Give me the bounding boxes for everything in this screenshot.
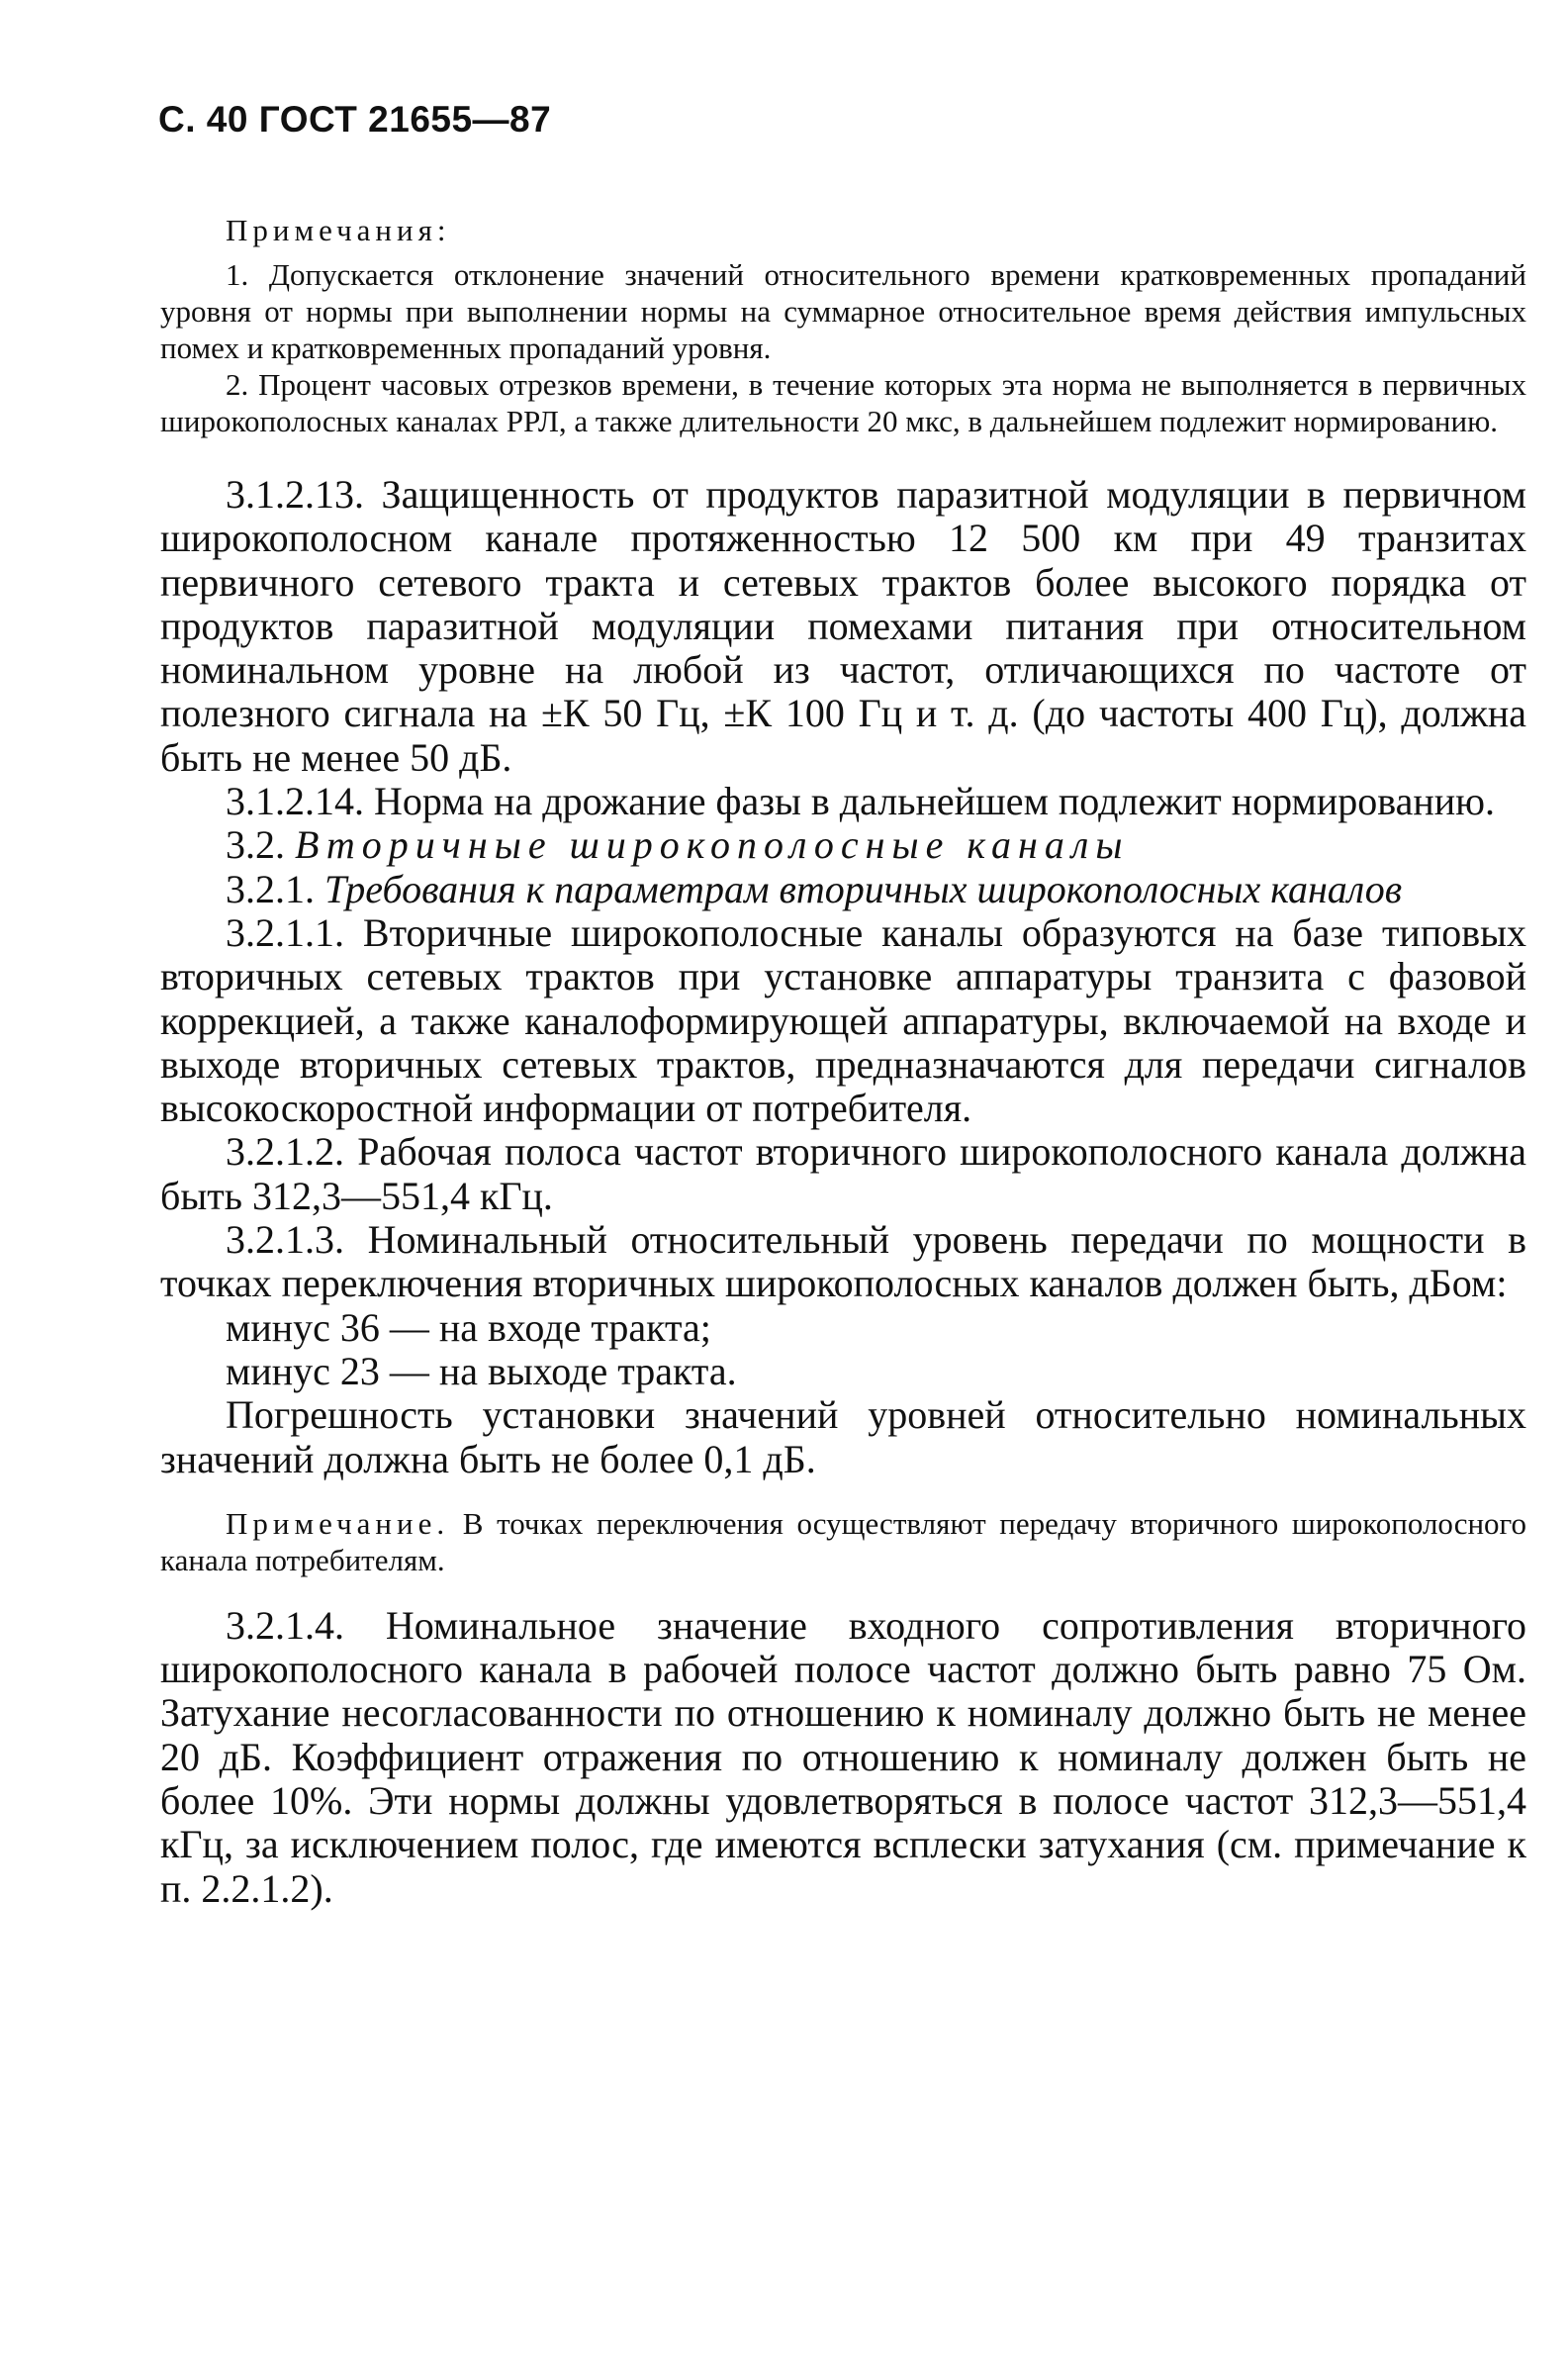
paragraph-3-2-1-1: 3.2.1.1. Вторичные широкополосные каналы образуются на базе типовых вторичных сетевых трактов при установке аппаратуры транзита с фазовой коррекцией, а также каналоформирующей аппаратуры, включаемой на входе и выходе вторичных сетевых трактов, предназначаются для передачи сигналов высокоскоростной информации от потребителя. xyxy=(160,909,1526,1131)
paragraph-3-1-2-13: 3.1.2.13. Защищенность от продуктов паразитной модуляции в первичном широкополосном канале протяженностью 12 500 км при 49 транзитах первичного сетевого тракта и сетевых трактов более высокого порядка от продуктов паразитной модуляции помехами питания при относительном номинальном уровне на любой из частот, отличающихся по частоте от полезного сигнала на ±К 50 Гц, ±К 100 Гц и т. д. (до частоты 400 Гц), должна быть не менее 50 дБ. xyxy=(160,472,1526,780)
note-item-1: 1. Допускается отклонение значений относительного времени кратковременных пропаданий уровня от нормы при выполнении нормы на суммарное относительное время действия импульсных помех и кратковременных пропаданий уровня. xyxy=(160,257,1526,365)
section-heading-3-2-1 xyxy=(160,868,1526,911)
paragraph-tolerance: Погрешность установки значений уровней относительно номинальных значений должна быть не более 0,1 дБ. xyxy=(160,1392,1526,1481)
small-note xyxy=(160,1505,1526,1578)
paragraph-3-2-1-4: 3.2.1.4. Номинальное значение входного сопротивления вторичного широкополосного канала в рабочей полосе частот должно быть равно 75 Ом. Затухание несогласованности по отношению к номиналу должно быть не менее 20 дБ. Коэффициент отражения по отношению к номиналу должен быть не более 10%. Эти нормы должны удовлетворяться в полосе частот 312,3—551,4 кГц, за исключением полос, где имеются всплески затухания (см. примечание к п. 2.2.1.2). xyxy=(160,1602,1526,1911)
small-note-label: Примечание. xyxy=(226,1505,450,1541)
document-body xyxy=(160,473,1526,1911)
small-note-text: В точках переключения осуществляют передачу вторичного широкополосного канала потребителям. xyxy=(160,1505,1526,1577)
note-item-2: 2. Процент часовых отрезков времени, в течение которых эта норма не выполняется в первичных широкополосных каналах РРЛ, а также длительности 20 мкс, в дальнейшем подлежит нормированию. xyxy=(160,367,1526,438)
notes-heading: Примечания: xyxy=(226,213,451,247)
section-number-3-2: 3.2. xyxy=(226,822,285,868)
section-title-3-2: Вторичные широкополосные каналы xyxy=(295,822,1130,868)
notes-block xyxy=(160,212,1526,439)
section-title-3-2-1: Требования к параметрам вторичных широкополосных каналов xyxy=(324,866,1403,911)
paragraph-3-2-1-2: 3.2.1.2. Рабочая полоса частот вторичного широкополосного канала должна быть 312,3—551,4 кГц. xyxy=(160,1129,1526,1218)
paragraph-3-1-2-14: 3.1.2.14. Норма на дрожание фазы в дальнейшем подлежит нормированию. xyxy=(226,779,1496,824)
section-number-3-2-1: 3.2.1. xyxy=(226,866,315,911)
paragraph-3-2-1-3: 3.2.1.3. Номинальный относительный уровень передачи по мощности в точках переключения вторичных широкополосных каналов должен быть, дБом: xyxy=(160,1217,1526,1306)
page-header: С. 40 ГОСТ 21655—87 xyxy=(158,99,552,140)
list-item-input-level: минус 36 — на входе тракта; xyxy=(226,1304,711,1350)
section-heading-3-2 xyxy=(160,823,1526,867)
list-item-output-level: минус 23 — на выходе тракта. xyxy=(226,1348,737,1393)
